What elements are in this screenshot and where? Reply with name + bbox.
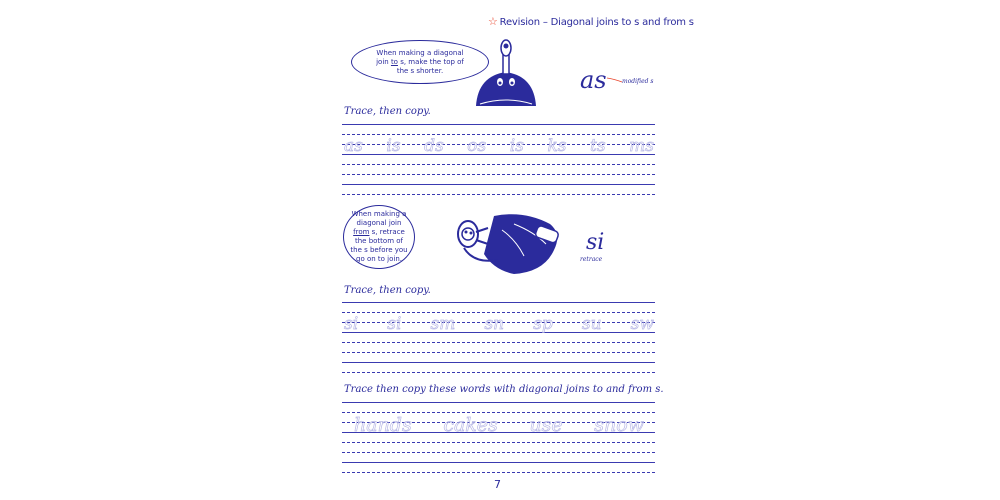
bubble-text: s, make the top of the s shorter. <box>396 57 464 75</box>
trace-row-1 <box>344 136 654 156</box>
sample-as: as <box>580 66 607 94</box>
trace-word[interactable]: cakes <box>443 414 498 436</box>
bubble-text: s, retrace the bottom of the s before you go on to join. <box>350 228 408 263</box>
instruction-1: Trace, then copy. <box>344 106 431 117</box>
modified-s-label: modified s <box>622 78 654 85</box>
trace-item[interactable]: os <box>467 136 487 156</box>
star-icon: ☆ <box>488 15 498 28</box>
trace-word[interactable]: use <box>529 414 563 436</box>
instruction-2: Trace, then copy. <box>344 285 431 296</box>
bubble-text: When making a diagonal join <box>351 210 407 227</box>
trace-item[interactable]: su <box>581 314 602 334</box>
trace-item[interactable]: as <box>344 136 363 156</box>
periscope-illustration <box>470 36 542 108</box>
retrace-label: retrace <box>580 256 603 263</box>
trace-row-3 <box>344 414 654 436</box>
speech-bubble-to-s <box>351 40 489 84</box>
trace-item[interactable]: is <box>509 136 524 156</box>
trace-item[interactable]: si <box>344 314 359 334</box>
bubble-emphasis: to <box>390 57 398 66</box>
trace-item[interactable]: sm <box>430 314 456 334</box>
trace-item[interactable]: sw <box>630 314 654 334</box>
trace-item[interactable]: ts <box>590 136 606 156</box>
trace-item[interactable]: is <box>386 136 401 156</box>
bubble-emphasis: from <box>353 228 370 236</box>
trace-item[interactable]: sp <box>533 314 553 334</box>
sample-si: si <box>586 230 605 255</box>
page-number: 7 <box>494 478 501 491</box>
header-title: Revision – Diagonal joins to s and from s <box>499 17 694 28</box>
trace-item[interactable]: si <box>387 314 402 334</box>
trace-item[interactable]: sn <box>484 314 505 334</box>
trace-item[interactable]: ks <box>547 136 567 156</box>
instruction-3: Trace then copy these words with diagonal joins to and from s. <box>344 384 664 395</box>
trace-row-2 <box>344 314 654 334</box>
page-header <box>488 15 694 28</box>
trace-item[interactable]: ds <box>424 136 444 156</box>
speech-bubble-from-s <box>343 205 415 269</box>
trace-word[interactable]: snow <box>594 414 644 436</box>
diver-illustration <box>454 210 564 278</box>
bubble-text: When making a diagonal join <box>376 48 464 66</box>
trace-item[interactable]: ms <box>629 136 654 156</box>
trace-word[interactable]: hands <box>354 414 412 436</box>
